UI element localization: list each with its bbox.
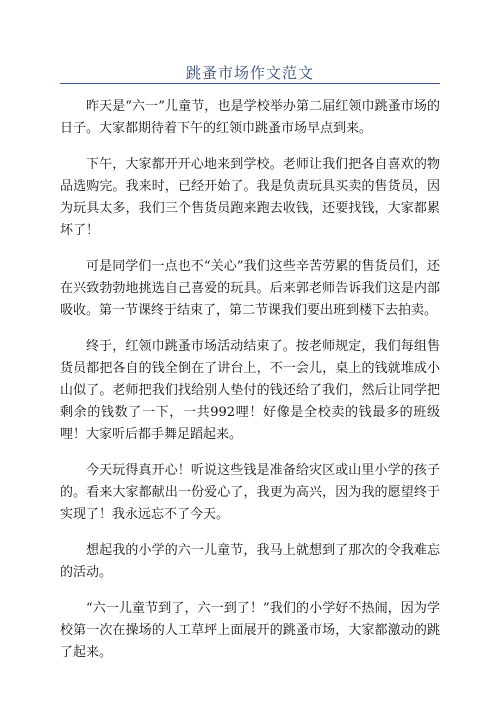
paragraph: 下午，大家都开开心地来到学校。老师让我们把各自喜欢的物品选购完。我来时，已经开始了。我是负责玩具买卖的售货员，因为玩具太多，我们三个售货员跑来跑去收钱，还要找钱，大家都累坏了！ xyxy=(60,157,440,238)
paragraph: 可是同学们一点也不“关心”我们这些辛苦劳累的售货员们，还在兴致勃勃地挑选自己喜爱的玩具。后来郭老师告诉我们这是内部吸收。第一节课终于结束了，第二节课我们要出班到楼下去拍卖。 xyxy=(60,259,440,318)
paragraph: 终于，红领巾跳蚤市场活动结束了。按老师规定，我们每组售货员都把各自的钱全倒在了讲台上，不一会儿，桌上的钱就堆成小山似了。老师把我们找给别人垫付的钱还给了我们，然后让同学把剩余的钱数了一下，一共992哩！好像是全校卖的钱最多的班级哩！大家听后都手舞足蹈起来。 xyxy=(60,339,440,442)
document-body xyxy=(60,96,440,678)
paragraph: 昨天是“六一”儿童节，也是学校举办第二届红领巾跳蚤市场的日子。大家都期待着下午的红领巾跳蚤市场早点到来。 xyxy=(60,99,440,136)
paragraph: 今天玩得真开心！听说这些钱是准备给灾区或山里小学的孩子的。看来大家都献出一份爱心了，我更为高兴，因为我的愿望终于实现了！我永远忘不了今天。 xyxy=(60,463,440,522)
document-title: 跳蚤市场作文范文 xyxy=(185,64,314,82)
paragraph: “六一儿童节到了，六一到了！”我们的小学好不热闹，因为学校第一次在操场的人工草坪上面展开的跳蚤市场，大家都激动的跳了起来。 xyxy=(60,601,440,660)
paragraph: 想起我的小学的六一儿童节，我马上就想到了那次的令我难忘的活动。 xyxy=(60,543,440,580)
title-underline xyxy=(60,83,440,84)
